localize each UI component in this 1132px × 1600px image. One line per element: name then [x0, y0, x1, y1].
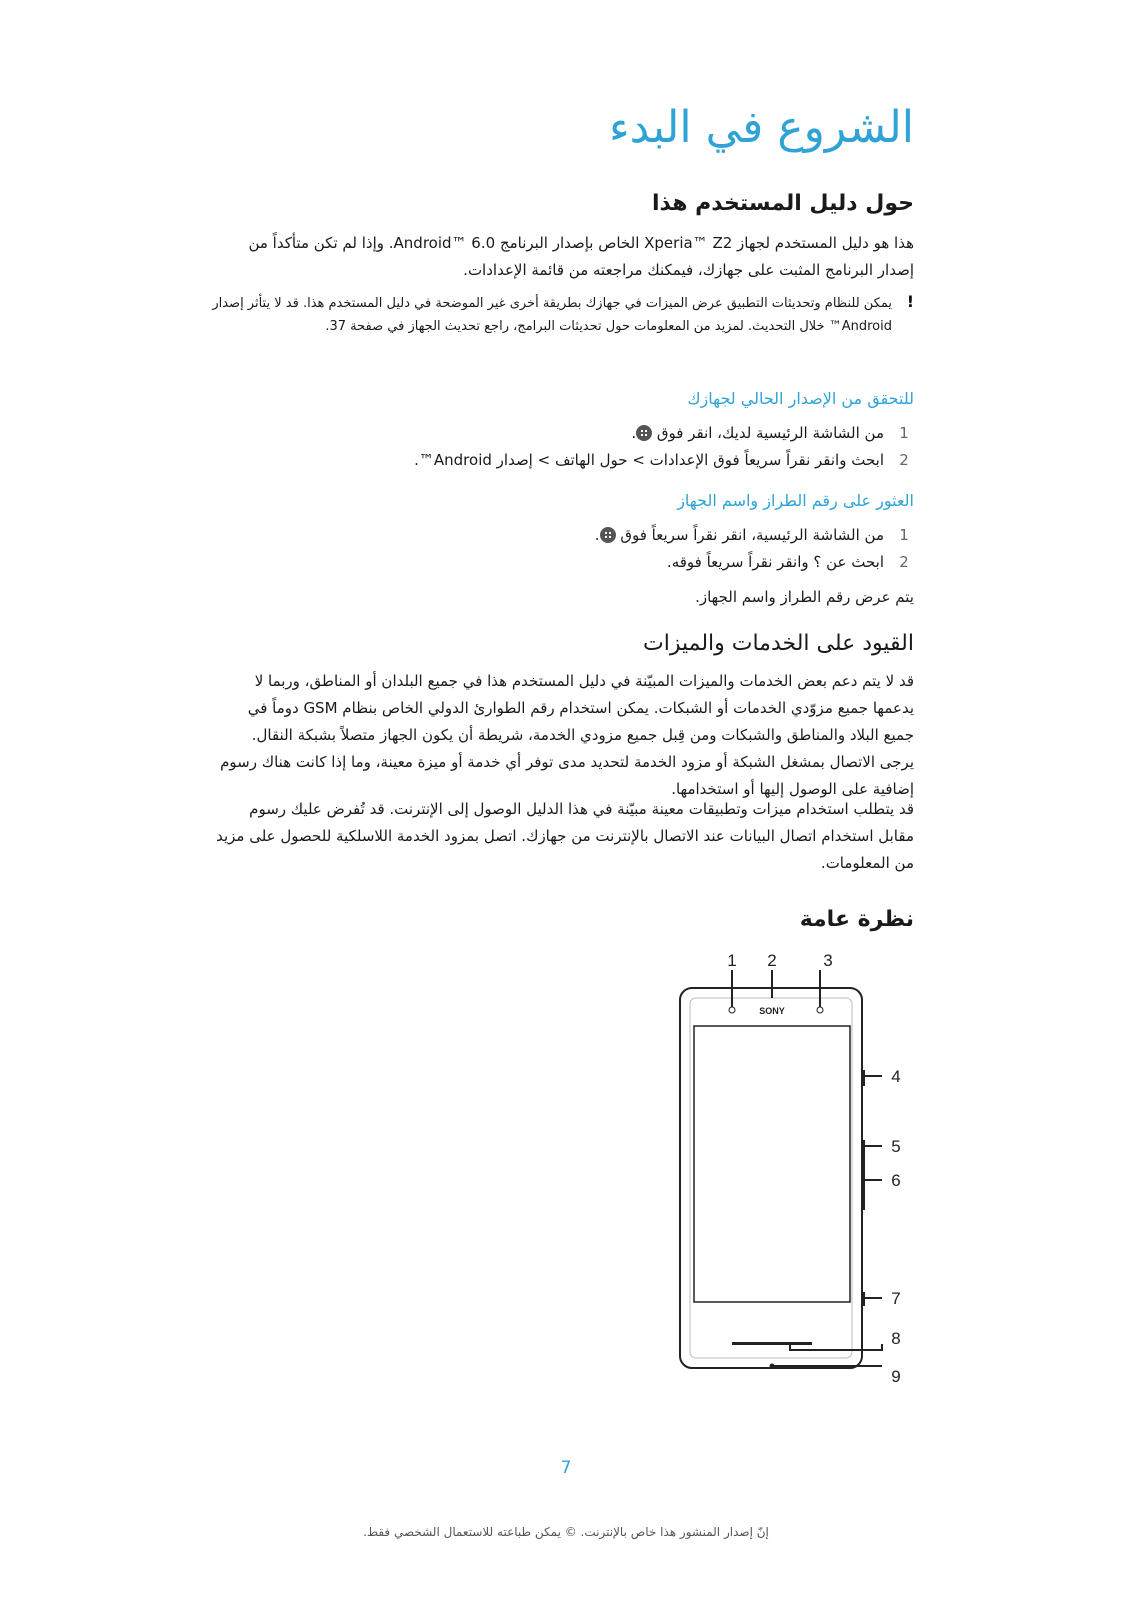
step-number: 1	[899, 526, 909, 544]
find-model-result: يتم عرض رقم الطراز واسم الجهاز.	[695, 588, 914, 606]
mic-icon	[770, 1364, 775, 1369]
list-item: 1 من الشاشة الرئيسية لديك، انقر فوق .	[214, 420, 914, 447]
section-heading-limits: القيود على الخدمات والميزات	[643, 631, 914, 656]
volume-key	[861, 1170, 865, 1210]
subheading-find-model: العثور على رقم الطراز واسم الجهاز	[677, 491, 914, 510]
note-block	[194, 292, 914, 338]
phone-screen	[694, 1026, 850, 1302]
list-item: 1 من الشاشة الرئيسية، انقر نقراً سريعاً فوق .	[214, 522, 914, 549]
phone-diagram	[660, 952, 920, 1392]
apps-grid-icon	[636, 425, 652, 441]
apps-grid-icon	[600, 527, 616, 543]
step-number: 2	[899, 553, 909, 571]
note-text: يمكن للنظام وتحديثات التطبيق عرض الميزات في جهازك بطريقة أخرى غير الموضحة في دليل المستخدم هذا. قد لا يتأثر إصدار Android™ خلال التحديث. لمزيد من المعلومات حول تحديثات البرامج، راجع تحديث الجهاز في صفحة 37.	[212, 296, 892, 334]
limits-paragraph-1: قد لا يتم دعم بعض الخدمات والميزات المبيّنة في دليل المستخدم هذا في جميع البلدان أو المناطق، وربما لا يدعمها جميع مزوّدي الخدمات أو الشبكات. يمكن استخدام رقم الطوارئ الدولي الخاص بنظام GSM دوماً في جميع البلاد والمناطق والشبكات ومن قِبل جميع مزودي الخدمة، شريطة أن يكون الجهاز متصلاً بشبكة النقال. يرجى الاتصال بمشغل الشبكة أو مزود الخدمة لتحديد مدى توفر أي خدمة أو ميزة معينة، وما إذا كانت هناك رسوم إضافية على الوصول إليها أو استخدامها.	[220, 672, 914, 798]
step-text: ابحث وانقر نقراً سريعاً فوق الإعدادات > حول الهاتف > إصدار Android™.	[414, 451, 884, 469]
callout-5: 5	[891, 1137, 901, 1156]
callout-4: 4	[891, 1067, 901, 1086]
step-text: ابحث عن ؟ وانقر نقراً سريعاً فوقه.	[666, 553, 884, 571]
page-number: 7	[560, 1458, 572, 1478]
callout-1: 1	[727, 952, 737, 970]
step-text: من الشاشة الرئيسية، انقر نقراً سريعاً فوق	[620, 526, 884, 544]
find-model-steps	[214, 522, 914, 576]
callout-9: 9	[891, 1367, 901, 1386]
footer-note: إنّ إصدار المنشور هذا خاص بالإنترنت. © يمكن طباعته للاستعمال الشخصي فقط.	[363, 1525, 769, 1539]
brand-logo: SONY	[759, 1006, 785, 1016]
about-paragraph: هذا هو دليل المستخدم لجهاز Xperia™ Z2 الخاص بإصدار البرنامج Android™ 6.0. وإذا لم تكن متأكداً من إصدار البرنامج المثبت على جهازك، فيمكنك مراجعته من قائمة الإعدادات.	[248, 234, 914, 279]
subheading-check-version: للتحقق من الإصدار الحالي لجهازك	[687, 389, 914, 408]
step-text: من الشاشة الرئيسية لديك، انقر فوق	[656, 424, 884, 442]
section-heading-overview: نظرة عامة	[799, 907, 914, 932]
section-heading-about: حول دليل المستخدم هذا	[652, 191, 914, 216]
callout-2: 2	[767, 952, 777, 970]
step-number: 2	[899, 451, 909, 469]
step-number: 1	[899, 424, 909, 442]
callout-8: 8	[891, 1329, 901, 1348]
check-version-steps	[214, 420, 914, 474]
limits-paragraph-2: قد يتطلب استخدام ميزات وتطبيقات معينة مبيّنة في هذا الدليل الوصول إلى الإنترنت. قد تُفرض عليك رسوم مقابل استخدام اتصال البيانات عند الاتصال بالإنترنت من جهازك. اتصل بمزود الخدمة اللاسلكية للحصول على مزيد من المعلومات.	[216, 800, 914, 872]
callout-7: 7	[891, 1289, 901, 1308]
card-slot	[861, 1070, 865, 1086]
list-item	[214, 549, 914, 576]
camera-key	[861, 1292, 865, 1306]
callout-6: 6	[891, 1171, 901, 1190]
warning-icon: !	[906, 292, 914, 311]
list-item	[214, 447, 914, 474]
page-title: الشروع في البدء	[608, 102, 914, 153]
speaker-grille	[732, 1342, 812, 1345]
callout-3: 3	[823, 952, 833, 970]
